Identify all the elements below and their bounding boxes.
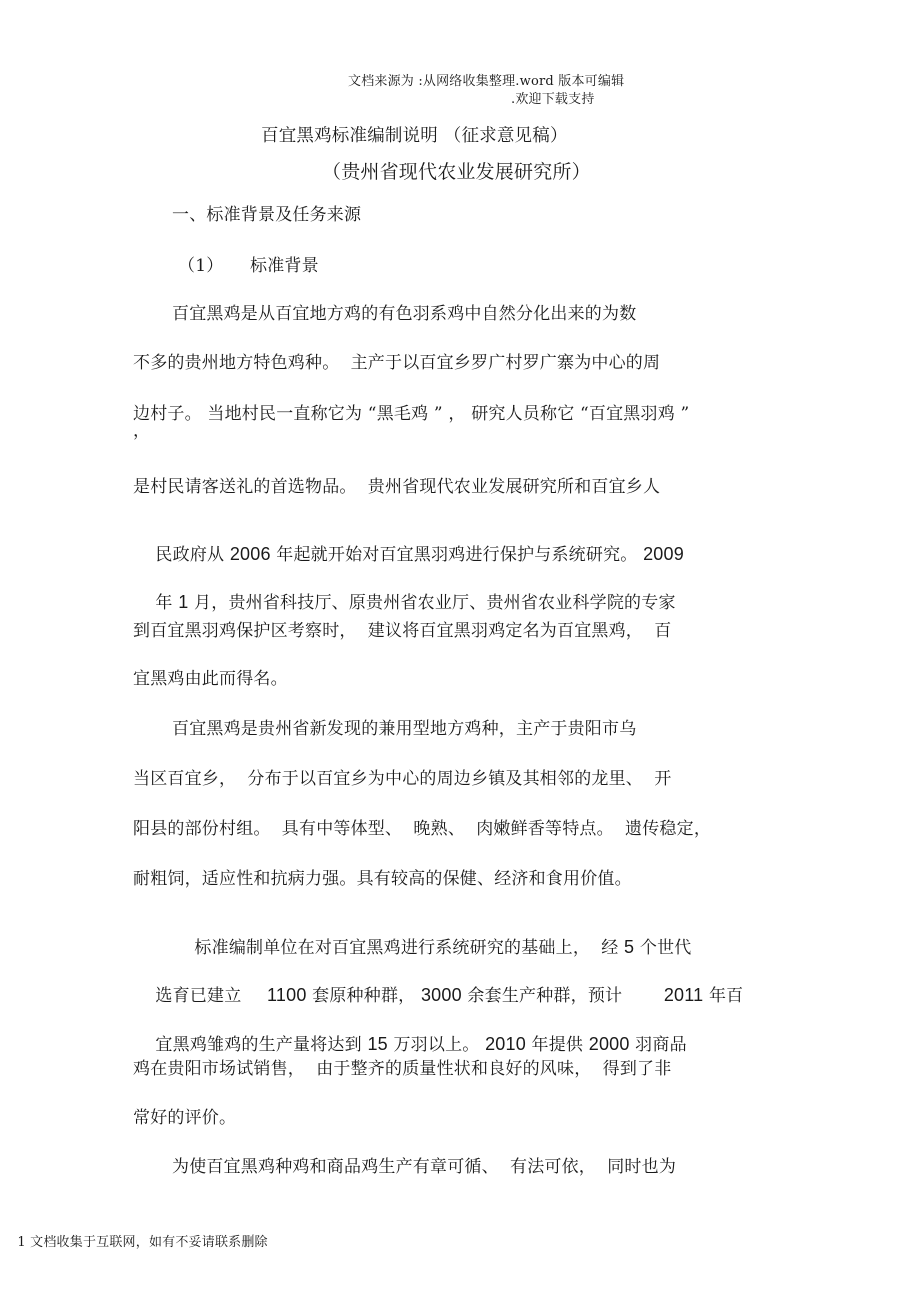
paragraph-line: 耐粗饲，适应性和抗病力强。具有较高的保健、经济和食用价值。	[133, 869, 632, 889]
paragraph-line: 鸡在贵阳市场试销售， 由于整齐的质量性状和良好的风味， 得到了非	[133, 1059, 672, 1079]
text-run: 年起就开始对百宜黑羽鸡进行保护与系统研究。	[270, 545, 644, 565]
paragraph-line: 常好的评价。	[133, 1108, 237, 1128]
paragraph-line: 不多的贵州地方特色鸡种。 主产于以百宜乡罗广村罗广寨为中心的周	[133, 353, 661, 373]
flock-number: 1100	[267, 985, 307, 1005]
text-run: 余套生产种群，预计	[461, 986, 628, 1006]
quantity-number: 15	[367, 1034, 388, 1054]
paragraph-line: 宜黑鸡由此而得名。	[133, 669, 288, 689]
text-run: 年百	[703, 986, 744, 1006]
paragraph-line: 到百宜黑羽鸡保护区考察时， 建议将百宜黑羽鸡定名为百宜黑鸡， 百	[133, 621, 672, 641]
document-organization: （贵州省现代农业发展研究所）	[322, 161, 591, 183]
text-run: 选育已建立	[155, 986, 248, 1006]
text-run: 年	[155, 593, 179, 613]
paragraph-line-wrap: ，	[133, 421, 151, 441]
footer-note	[0, 1216, 268, 1270]
header-source-note: 文档来源为 :从网络收集整理.word 版本可编辑	[348, 74, 625, 89]
paragraph-line: 百宜黑鸡是从百宜地方鸡的有色羽系鸡中自然分化出来的为数	[172, 304, 637, 324]
year-number: 2010	[485, 1034, 526, 1054]
text-run: 民政府从	[155, 545, 230, 565]
text-run: 套原种种群，	[306, 986, 421, 1006]
text-run: 个世代	[634, 938, 692, 958]
month-number: 1	[178, 592, 189, 612]
text-run: 年提供	[525, 1035, 589, 1055]
generation-number: 5	[624, 937, 635, 957]
footer-text: 文档收集于互联网，如有不妥请联系删除	[25, 1235, 268, 1250]
paragraph-line: 边村子。 当地村民一直称它为 “黑毛鸡 ” ， 研究人员称它 “百宜黑羽鸡 ”	[133, 404, 690, 424]
paragraph-line: 为使百宜黑鸡种鸡和商品鸡生产有章可循、 有法可依， 同时也为	[172, 1157, 677, 1177]
paragraph-line: 百宜黑鸡是贵州省新发现的兼用型地方鸡种，主产于贵阳市乌	[172, 719, 637, 739]
year-number: 2011	[663, 985, 704, 1005]
paragraph-line: 阳县的部份村组。 具有中等体型、 晚熟、 肉嫩鲜香等特点。 遗传稳定，	[133, 819, 712, 839]
paragraph-line: 当区百宜乡， 分布于以百宜乡为中心的周边乡镇及其相邻的龙里、 开	[133, 769, 672, 789]
text-run: 宜黑鸡雏鸡的生产量将达到	[155, 1035, 368, 1055]
text-run: 万羽以上。	[387, 1035, 486, 1055]
text-run: 月，贵州省科技厅、原贵州省农业厅、贵州省农业科学院的专家	[188, 593, 676, 613]
page-number: 1	[17, 1235, 26, 1250]
quantity-number: 2000	[588, 1034, 630, 1054]
text-run: 标准编制单位在对百宜黑鸡进行系统研究的基础上， 经	[194, 938, 625, 958]
year-number: 2009	[643, 544, 684, 564]
text-run: 羽商品	[629, 1035, 687, 1055]
paragraph-line: 是村民请客送礼的首选物品。 贵州省现代农业发展研究所和百宜乡人	[133, 477, 661, 497]
section-heading: 一、标准背景及任务来源	[172, 205, 362, 225]
header-download-note: .欢迎下载支持	[511, 92, 595, 107]
flock-number: 3000	[420, 985, 462, 1005]
document-title: 百宜黑鸡标准编制说明 （征求意见稿）	[261, 126, 568, 146]
subsection-number: （1）	[178, 256, 224, 276]
year-number: 2006	[229, 544, 271, 564]
subsection-title: 标准背景	[250, 256, 319, 276]
